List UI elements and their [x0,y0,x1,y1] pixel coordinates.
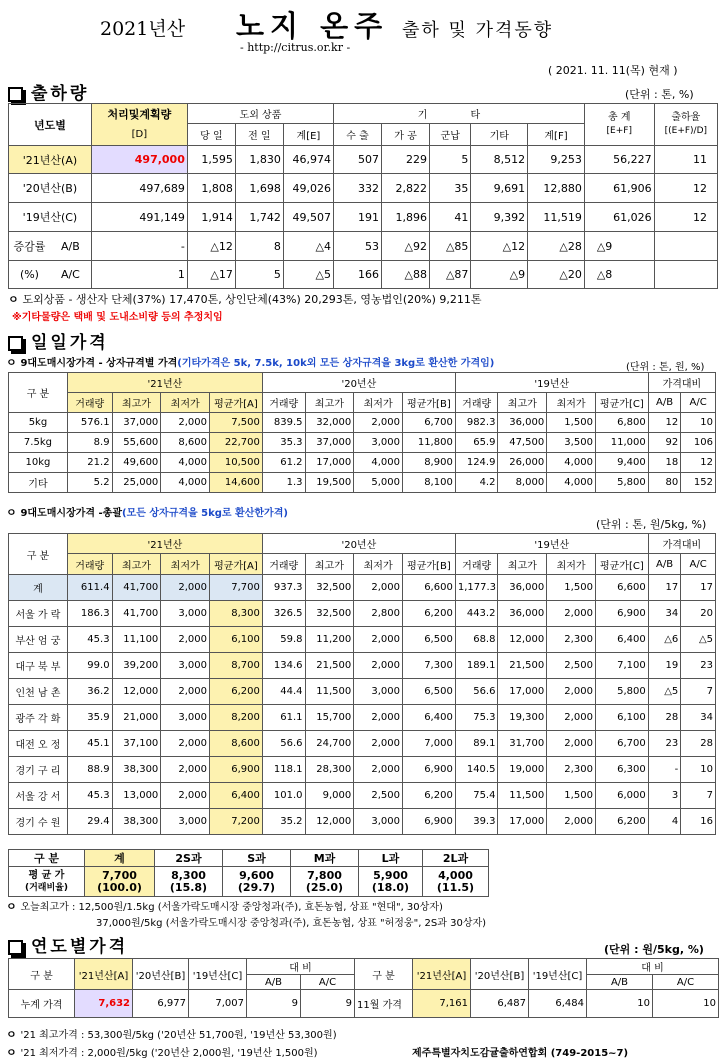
h-export: 수 출 [334,124,382,146]
today-max-1: ㅇ 오늘최고가 : 12,500원/1.5kg (서울가락도매시장 중앙청과(주), 효돈농협, 상표 "현대", 30상자) [6,900,443,913]
table-row: '20년산(B) 497,689 1,808 1,698 49,026 332 2,822 35 9,691 12,880 61,906 12 [9,174,718,203]
shipment-section-title: 출하량 [8,79,89,104]
table-row: 누계 가격 7,632 6,977 7,007 9 9 11월 가격 7,161 6,487 6,484 10 10 [9,990,719,1018]
h-army: 군납 [429,124,470,146]
section-box-icon [8,87,23,102]
h-total: 총 계 [E+F] [584,104,654,146]
daily-sub2-title: ㅇ 9대도매시장가격 -총괄(모든 상자규격을 5kg로 환산한가격) [6,506,288,519]
daily-sub2-unit: (단위 : 톤, 원/5kg, %) [596,518,707,531]
h-prev: 전 일 [235,124,283,146]
yearly-unit: (단위 : 원/5kg, %) [604,943,704,956]
year-title: 2021년산 [100,18,186,40]
market-price-table: 구 분 '21년산 '20년산 '19년산 가격대비 거래량 최고가 최저가 평균가[A] 거래량 최고가 최저가 평균가[B] 거래량 최고가 최저가 평균가[C] A/B A/C 계 611.4 41,700 2,000 7,700 937.3 32,500 2,000 6,600 1,177.3 36,000 1,500 6,600 17 17 서울 가 락 186.3 41,700 3,000 8,300 326.5 32,500 2,800 6,200 443.2 36,000 2,000 6,900 34 20 부산 엄 궁 45.3 11,100 2,000 6,100 59.8 11,200 2,000 6,500 68.8 12,000 2,300 6,400 △6 △5 대구 북 부 99.0 39,200 3,000 8,700 134.6 21,500 2,000 7,300 189.1 21,500 2,500 7,100 19 23 인천 남 촌 36.2 12,000 2,000 6,200 44.4 11,500 3,000 6,500 56.6 17,000 2,000 5,800 △5 7 광주 각 화 35.9 21,000 3,000 8,200 61.1 15,700 2,000 6,400 75.3 19,300 2,000 6,100 28 34 대전 오 정 45.1 37,100 2,000 8,600 56.6 24,700 2,000 7,000 89.1 31,700 2,000 6,700 23 28 경기 구 리 88.9 38,300 2,000 6,900 118.1 28,300 2,000 6,900 140.5 19,000 2,300 6,300 - 10 서울 강 서 45.3 13,000 2,000 6,400 101.0 9,000 2,500 6,200 75.4 11,500 1,500 6,000 3 7 경기 수 원 29.4 38,300 3,000 7,200 35.2 12,000 3,000 6,900 39.3 17,000 2,000 6,200 4 16 [8,533,716,835]
table-row: 경기 구 리 88.9 38,300 2,000 6,900 118.1 28,300 2,000 6,900 140.5 19,000 2,300 6,300 - 10 [9,757,716,783]
daily-sub1-unit: (단위 : 톤, 원, %) [626,362,705,373]
date-line: ( 2021. 11. 11(목) 현재 ) [548,64,678,77]
yearly-note-1: ㅇ '21 최고가격 : 53,300원/5kg ('20년산 51,700원, '19년산 53,300원) [6,1028,337,1041]
h-other: 기타 [471,124,528,146]
table-row: 5kg 576.1 37,000 2,000 7,500 839.5 32,000 2,000 6,700 982.3 36,000 1,500 6,800 12 10 [9,413,716,433]
yearly-table: 구 분 '21년산[A] '20년산[B] '19년산[C] 대 비 구 분 '21년산[A] '20년산[B] '19년산[C] 대 비 A/B A/C A/B A/C 누계 가격 7,632 6,977 7,007 9 9 11월 가격 7,161 6,487 6,484 10 10 [8,958,719,1018]
table-row: 인천 남 촌 36.2 12,000 2,000 6,200 44.4 11,500 3,000 6,500 56.6 17,000 2,000 5,800 △5 7 [9,679,716,705]
table-row: '19년산(C) 491,149 1,914 1,742 49,507 191 1,896 41 9,392 11,519 61,026 12 [9,203,718,232]
size-table: 구 분 계 2S과 S과 M과 L과 2L과 평 균 가 (거래비율) 7,700 (100.0) 8,300 (15.8) 9,600 (29.7) 7,800 (25.0) 5,900 (18.0) 4,000 (11.5) [8,849,489,897]
table-row: 7.5kg 8.9 55,600 8,600 22,700 35.3 37,000 3,000 11,800 65.9 47,500 3,500 11,000 92 106 [9,433,716,453]
shipment-note-2: ※기타물량은 택배 및 도내소비량 등의 추정치임 [12,312,223,323]
shipment-change-table [8,231,718,289]
table-row: 부산 엄 궁 45.3 11,100 2,000 6,100 59.8 11,200 2,000 6,500 68.8 12,000 2,300 6,400 △6 △5 [9,627,716,653]
table-row: 대전 오 정 45.1 37,100 2,000 8,600 56.6 24,700 2,000 7,000 89.1 31,700 2,000 6,700 23 28 [9,731,716,757]
daily-sub1-title: ㅇ 9대도매시장가격 - 상자규격별 가격(기타가격은 5k, 7.5k, 10k외 모든 상자규격을 3kg로 환산한 가격임) [6,356,495,369]
table-row: 기타 5.2 25,000 4,000 14,600 1.3 19,500 5,000 8,100 4.2 8,000 4,000 5,800 80 152 [9,473,716,493]
table-row: 증감률 A/B - △12 8 △4 53 △92 △85 △12 △28 △9 [9,232,718,261]
main-title: 노지 온주 [236,9,389,43]
h-year: 년도별 [9,104,92,146]
shipment-unit: (단위 : 톤, %) [625,88,694,101]
h-outside: 도외 상품 [187,104,333,124]
table-row: 서울 강 서 45.3 13,000 2,000 6,400 101.0 9,000 2,500 6,200 75.4 11,500 1,500 6,000 3 7 [9,783,716,809]
header-url[interactable]: - http://citrus.or.kr - [240,41,351,54]
h-sumE: 계[E] [283,124,333,146]
h-etc: 기 타 [334,104,585,124]
shipment-table [8,103,718,232]
yearly-section-title: 연도별가격 [8,932,128,957]
sub-title: 출하 및 가격동향 [402,20,554,41]
table-row: 계 611.4 41,700 2,000 7,700 937.3 32,500 2,000 6,600 1,177.3 36,000 1,500 6,600 17 17 [9,575,716,601]
shipment-note-1: ㅇ 도외상품 - 생산자 단체(37%) 17,470톤, 상인단체(43%) 20,293톤, 영농법인(20%) 9,211톤 [8,293,482,306]
organization-name: 제주특별자치도감귤출하연합회 (749-2015~7) [412,1048,629,1059]
h-sumF: 계[F] [528,124,585,146]
table-row: 경기 수 원 29.4 38,300 3,000 7,200 35.2 12,000 3,000 6,900 39.3 17,000 2,000 6,200 4 16 [9,809,716,835]
section-box-icon [8,940,23,955]
table-row: 광주 각 화 35.9 21,000 3,000 8,200 61.1 15,700 2,000 6,400 75.3 19,300 2,000 6,100 28 34 [9,705,716,731]
h-plan-sub: [D] [91,124,187,146]
size-price-table: 구 분 '21년산 '20년산 '19년산 가격대비 거래량 최고가 최저가 평균가[A] 거래량 최고가 최저가 평균가[B] 거래량 최고가 최저가 평균가[C] A/B A/C 5kg 576.1 37,000 2,000 7,500 839.5 32,000 2,000 6,700 982.3 36,000 1,500 6,800 12 10 7.5kg 8.9 55,600 8,600 22,700 35.3 37,000 3,000 11,800 65.9 47,500 3,500 11,000 92 106 10kg 21.2 49,600 4,000 10,500 61.2 17,000 4,000 8,900 124.9 26,000 4,000 9,400 18 12 기타 5.2 25,000 4,000 14,600 1.3 19,500 5,000 8,100 4.2 8,000 4,000 5,800 80 152 [8,372,716,493]
table-row: 대구 북 부 99.0 39,200 3,000 8,700 134.6 21,500 2,000 7,300 189.1 21,500 2,500 7,100 19 23 [9,653,716,679]
today-max-2: 37,000원/5kg (서울가락도매시장 중앙청과(주), 효돈농협, 상표 "허정웅", 2S과 30상자) [96,918,487,929]
h-day: 당 일 [187,124,235,146]
table-row: (%) A/C 1 △17 5 △5 166 △88 △87 △9 △20 △8 [9,261,718,289]
table-row: 10kg 21.2 49,600 4,000 10,500 61.2 17,000 4,000 8,900 124.9 26,000 4,000 9,400 18 12 [9,453,716,473]
table-row: 서울 가 락 186.3 41,700 3,000 8,300 326.5 32,500 2,800 6,200 443.2 36,000 2,000 6,900 34 20 [9,601,716,627]
daily-section-title: 일일가격 [8,328,109,353]
h-ratio: 출하율 [(E+F)/D] [654,104,717,146]
table-row: '21년산(A) 497,000 1,595 1,830 46,974 507 229 5 8,512 9,253 56,227 11 [9,146,718,174]
yearly-note-2: ㅇ '21 최저가격 : 2,000원/5kg ('20년산 2,000원, '19년산 1,500원) [6,1046,318,1059]
section-box-icon [8,336,23,351]
h-plan: 처리및계획량 [91,104,187,124]
h-gubun: 구 분 [9,373,68,413]
h-proc: 가 공 [382,124,430,146]
